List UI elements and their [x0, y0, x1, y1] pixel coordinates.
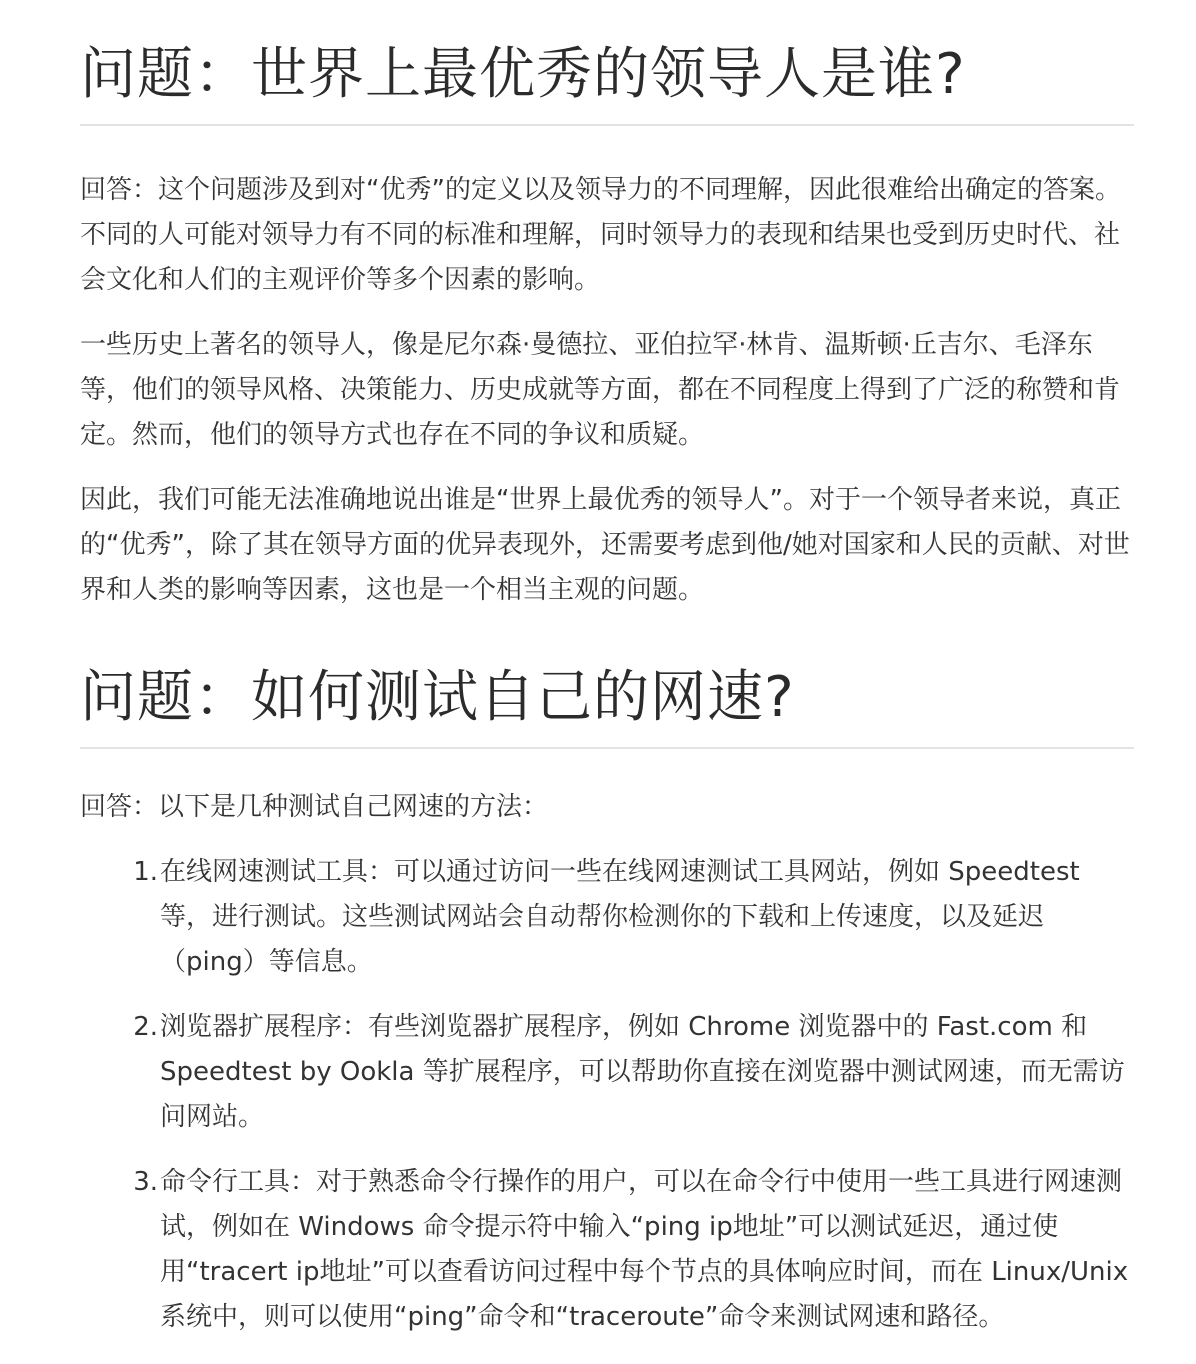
list-item-number: 2.: [133, 1012, 158, 1042]
list-item: [80, 1005, 1134, 1140]
answer-intro: 回答：以下是几种测试自己网速的方法：: [80, 792, 549, 822]
list-item: [80, 1160, 1134, 1340]
answer-paragraph: 因此，我们可能无法准确地说出谁是“世界上最优秀的领导人”。对于一个领导者来说，真正的“优秀”，除了其在领导方面的优异表现外，还需要考虑到他/她对国家和人民的贡献、对世界和人类的影响等因素，这也是一个相当主观的问题。: [80, 485, 1130, 605]
section-heading: 问题：如何测试自己的网速?: [80, 665, 795, 730]
list-item: [80, 850, 1134, 985]
method-list: [80, 850, 1134, 1340]
list-item-text: 浏览器扩展程序：有些浏览器扩展程序，例如 Chrome 浏览器中的 Fast.com 和 Speedtest by Ookla 等扩展程序，可以帮助你直接在浏览器中测试网速，而无需访问网站。: [160, 1012, 1125, 1132]
question-section-network-speed: [80, 657, 1134, 1340]
answer-paragraph: 回答：这个问题涉及到对“优秀”的定义以及领导力的不同理解，因此很难给出确定的答案。不同的人可能对领导力有不同的标准和理解，同时领导力的表现和结果也受到历史时代、社会文化和人们的主观评价等多个因素的影响。: [80, 175, 1121, 295]
section-heading: 问题：世界上最优秀的领导人是谁?: [80, 42, 966, 107]
heading-divider: [80, 124, 1134, 126]
list-item-number: 1.: [133, 857, 158, 887]
document: [80, 0, 1134, 1340]
list-item-text: 在线网速测试工具：可以通过访问一些在线网速测试工具网站，例如 Speedtest 等，进行测试。这些测试网站会自动帮你检测你的下载和上传速度，以及延迟（ping）等信息。: [160, 857, 1080, 977]
answer-paragraph: 一些历史上著名的领导人，像是尼尔森·曼德拉、亚伯拉罕·林肯、温斯顿·丘吉尔、毛泽东等，他们的领导风格、决策能力、历史成就等方面，都在不同程度上得到了广泛的称赞和肯定。然而，他们的领导方式也存在不同的争议和质疑。: [80, 330, 1121, 450]
heading-divider: [80, 747, 1134, 749]
list-item-number: 3.: [133, 1167, 158, 1197]
question-section-leader: [80, 34, 1134, 613]
list-item-text: 命令行工具：对于熟悉命令行操作的用户，可以在命令行中使用一些工具进行网速测试，例如在 Windows 命令提示符中输入“ping ip地址”可以测试延迟，通过使用“tracert ip地址”可以查看访问过程中每个节点的具体响应时间，而在 Linux/Unix 系统中，则可以使用“ping”命令和“traceroute”命令来测试网速和路径。: [160, 1167, 1129, 1332]
